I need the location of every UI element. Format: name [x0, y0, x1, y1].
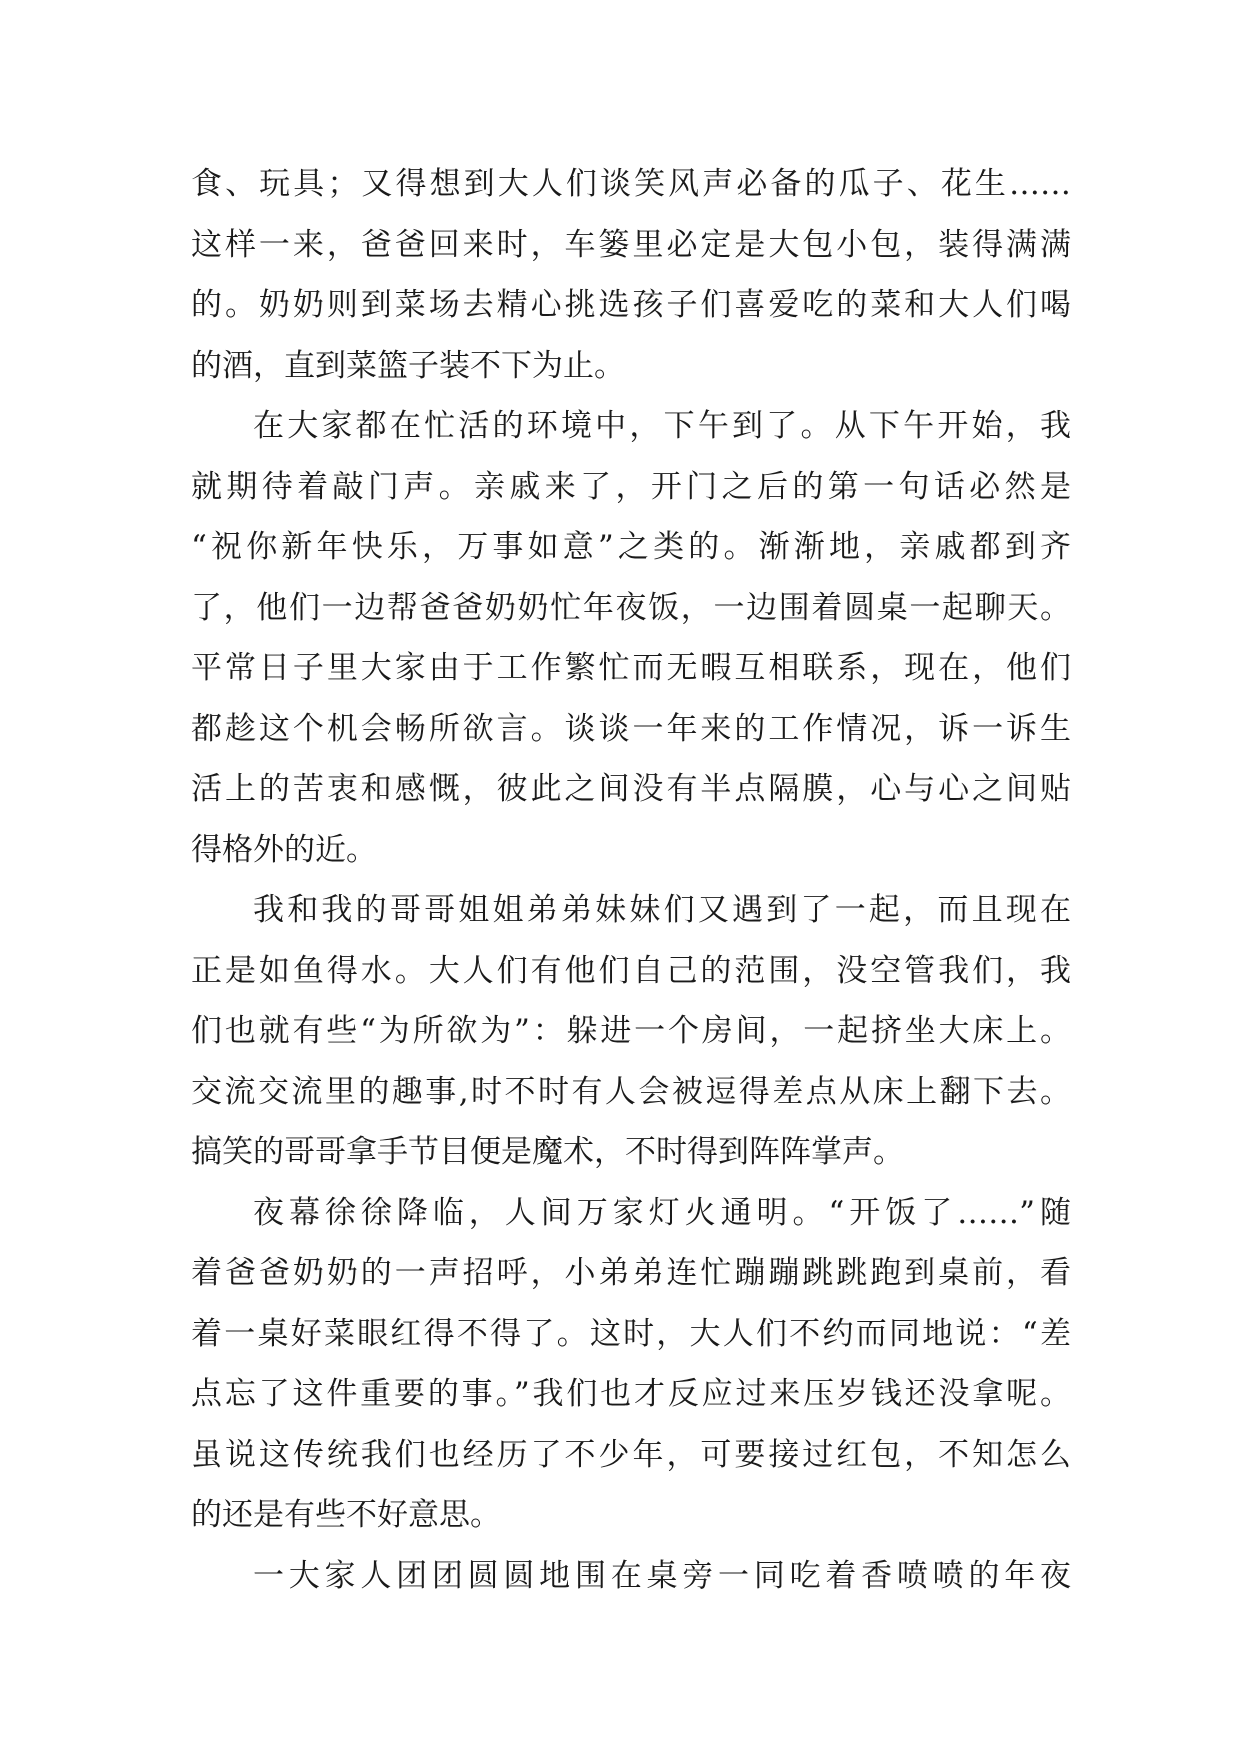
text-line: 了，他们一边帮爸爸奶奶忙年夜饭，一边围着圆桌一起聊天。: [191, 589, 1071, 626]
text-line: 夜幕徐徐降临，人间万家灯火通明。“开饭了……”随: [253, 1194, 1071, 1231]
text-line: 我和我的哥哥姐姐弟弟妹妹们又遇到了一起，而且现在: [253, 892, 1071, 928]
text-line: 们也就有些“为所欲为”：躲进一个房间，一起挤坐大床上。: [191, 1013, 1071, 1049]
text-line: 得格外的近。: [191, 831, 377, 868]
text-line: 的。奶奶则到菜场去精心挑选孩子们喜爱吃的菜和大人们喝: [191, 287, 1071, 323]
text-line: 的还是有些不好意思。: [191, 1497, 501, 1533]
text-line: 都趁这个机会畅所欲言。谈谈一年来的工作情况，诉一诉生: [191, 710, 1071, 747]
text-line: 着爸爸奶奶的一声招呼，小弟弟连忙蹦蹦跳跳跑到桌前，看: [191, 1255, 1071, 1291]
text-line: 搞笑的哥哥拿手节目便是魔术，不时得到阵阵掌声。: [191, 1134, 904, 1170]
text-line: 一大家人团团圆圆地围在桌旁一同吃着香喷喷的年夜: [253, 1557, 1071, 1594]
text-line: 在大家都在忙活的环境中，下午到了。从下午开始，我: [253, 408, 1071, 444]
text-line: 正是如鱼得水。大人们有他们自己的范围，没空管我们，我: [191, 952, 1071, 989]
text-line: 点忘了这件重要的事。”我们也才反应过来压岁钱还没拿呢。: [191, 1376, 1071, 1412]
body-text: [191, 154, 1071, 1606]
text-line: 着一桌好菜眼红得不得了。这时，大人们不约而同地说：“差: [191, 1315, 1071, 1352]
text-line: 活上的苦衷和感慨，彼此之间没有半点隔膜，心与心之间贴: [191, 771, 1071, 807]
text-line: 交流交流里的趣事,时不时有人会被逗得差点从床上翻下去。: [191, 1073, 1071, 1110]
text-line: 这样一来，爸爸回来时，车篓里必定是大包小包，装得满满: [191, 226, 1071, 263]
text-line: 虽说这传统我们也经历了不少年，可要接过红包，不知怎么: [191, 1436, 1071, 1473]
text-line: “祝你新年快乐，万事如意”之类的。渐渐地，亲戚都到齐: [191, 529, 1071, 565]
text-line: 的酒，直到菜篮子装不下为止。: [191, 347, 625, 384]
text-line: 食、玩具；又得想到大人们谈笑风声必备的瓜子、花生……: [191, 166, 1071, 202]
text-line: 就期待着敲门声。亲戚来了，开门之后的第一句话必然是: [191, 468, 1071, 505]
text-line: 平常日子里大家由于工作繁忙而无暇互相联系，现在，他们: [191, 650, 1071, 686]
